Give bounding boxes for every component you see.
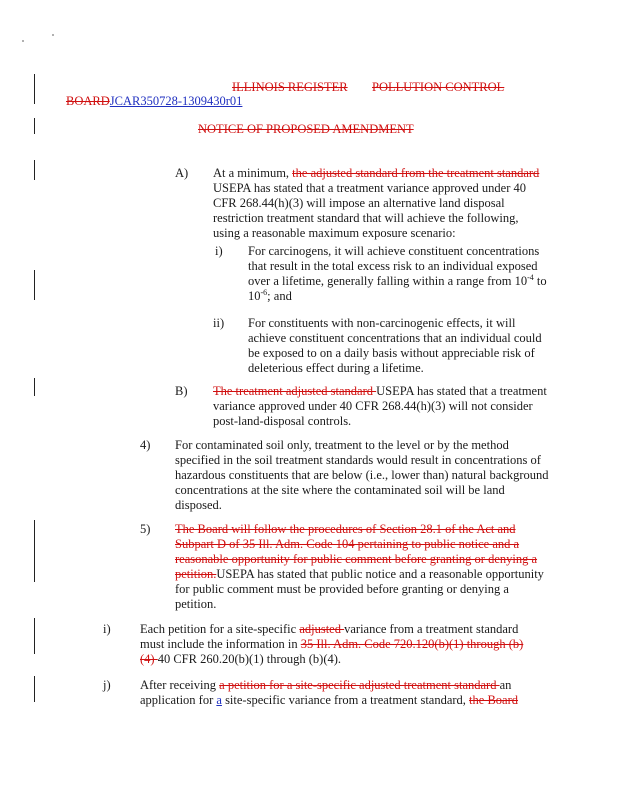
item-Ai-text: For carcinogens, it will achieve constituent concentrations that result in the total excess risk to an individual exposed over a lifetime, generally falling within a range from 10 — [248, 244, 540, 288]
item-A — [213, 166, 548, 241]
item-Ai-mid: to 10 — [248, 274, 547, 303]
board-jcar-line — [66, 94, 242, 109]
item-A-deleted: the adjusted standard from the treatment standard — [292, 166, 540, 180]
item-i-deleted-2: 35 Ill. Adm. Code 720.120(b)(1) through (b)(4) — [140, 637, 524, 666]
change-bar — [34, 74, 35, 104]
item-5 — [175, 522, 550, 612]
change-bar — [34, 160, 35, 180]
exponent-1: -4 — [527, 272, 534, 282]
item-A-text: USEPA has stated that a treatment variance approved under 40 CFR 268.44(h)(3) will impose an alternative land disposal restriction treatment standard that will achieve the following, using a reasonable maximum exposure scenario: — [213, 181, 526, 240]
item-label-B: B) — [175, 384, 188, 398]
change-bar — [34, 520, 35, 582]
item-label-i: i) — [103, 622, 111, 636]
register-left: ILLINOIS REGISTER — [232, 80, 348, 94]
item-j-deleted-2: the Board — [469, 693, 518, 707]
item-B-deleted: The treatment adjusted standard — [213, 384, 377, 398]
item-j-text-2: an application for — [140, 678, 512, 707]
item-label-5: 5) — [140, 522, 151, 536]
item-j-deleted-1: a petition for a site-specific adjusted treatment standard — [219, 678, 500, 692]
scan-speck — [22, 40, 24, 42]
jcar-inserted: JCAR350728-1309430r01 — [109, 94, 243, 108]
change-bar — [34, 676, 35, 702]
item-i-deleted-1: adjusted — [299, 622, 345, 636]
item-B — [213, 384, 548, 429]
item-Ai — [248, 244, 550, 304]
board-deleted: BOARD — [66, 94, 110, 108]
item-i-text-1: Each petition for a site-specific — [140, 622, 300, 636]
item-B-text: USEPA has stated that a treatment variance approved under 40 CFR 268.44(h)(3) will not consider post-land-disposal controls. — [213, 384, 547, 428]
exponent-2: -6 — [260, 287, 268, 297]
item-label-4: 4) — [140, 438, 151, 452]
item-Aii: For constituents with non-carcinogenic effects, it will achieve constituent concentrations that an individual could be exposed to on a daily basis without appreciable risk of deleterious effect during a lifetime. — [248, 316, 542, 375]
change-bar — [34, 378, 35, 396]
notice-title: NOTICE OF PROPOSED AMENDMENT — [198, 122, 414, 136]
item-Ai-end: ; and — [267, 289, 292, 303]
item-i-text-2: variance from a treatment standard must include the information in — [140, 622, 519, 651]
change-bar — [34, 618, 35, 654]
change-bar — [34, 118, 35, 134]
item-j-text-3: site-specific variance from a treatment standard, — [221, 693, 470, 707]
item-4: For contaminated soil only, treatment to the level or by the method specified in the soil treatment standards would result in concentrations of hazardous constituents that are below (i.e., lower than) natural background concentrations at the site where the contaminated soil will be land disposed. — [175, 438, 549, 512]
scan-speck — [52, 34, 54, 36]
item-5-text: USEPA has stated that public notice and a reasonable opportunity for public comment must be provided before granting or denying a petition. — [175, 567, 544, 611]
register-right: POLLUTION CONTROL — [372, 80, 505, 94]
item-i — [140, 622, 535, 667]
item-j-inserted: a — [216, 693, 222, 707]
item-j-text-1: After receiving — [140, 678, 220, 692]
item-j — [140, 678, 535, 708]
item-5-deleted: The Board will follow the procedures of Section 28.1 of the Act and Subpart D of 35 Ill. Adm. Code 104 pertaining to public notice and a reasonable opportunity for public comment before granting or denying a petition. — [175, 522, 538, 581]
item-label-j: j) — [103, 678, 111, 692]
change-bar — [34, 270, 35, 300]
item-label-Aii: ii) — [213, 316, 225, 330]
item-label-Ai: i) — [215, 244, 223, 258]
item-i-text-3: 40 CFR 260.20(b)(1) through (b)(4). — [157, 652, 342, 666]
item-label-A: A) — [175, 166, 189, 180]
item-A-lead: At a minimum, — [213, 166, 293, 180]
